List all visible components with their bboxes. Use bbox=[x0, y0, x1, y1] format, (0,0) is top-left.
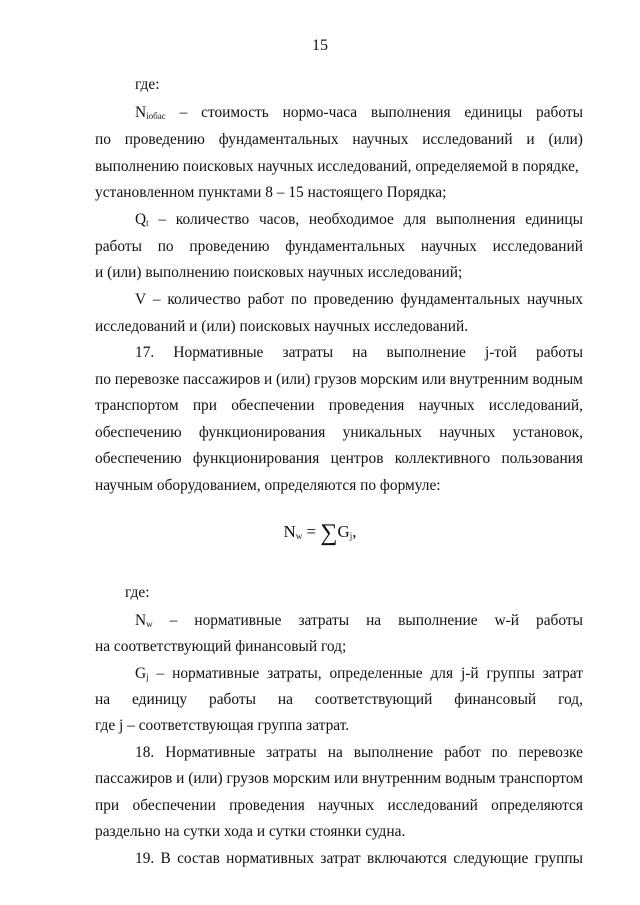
p17-line-3 bbox=[95, 397, 583, 415]
gj-def-line-1 bbox=[135, 665, 583, 686]
word: единицы bbox=[525, 211, 583, 228]
word: (или) bbox=[276, 371, 311, 388]
word: следующие bbox=[453, 850, 529, 867]
n-def-line-3: выполнению поисковых научных исследований, определяемой в порядке, bbox=[95, 158, 579, 175]
word: для bbox=[430, 665, 454, 682]
word: по bbox=[290, 291, 307, 308]
word: – bbox=[179, 104, 188, 121]
word: и bbox=[263, 371, 273, 388]
nw-def-line-1 bbox=[135, 612, 583, 633]
sum-sign: ∑ bbox=[320, 520, 338, 546]
word: работы bbox=[536, 104, 583, 121]
word: на bbox=[366, 612, 382, 629]
word: научных bbox=[318, 797, 375, 814]
word: исследований, bbox=[488, 397, 583, 414]
q-def-line-3: и (или) выполнению поисковых научных исследований; bbox=[95, 264, 463, 281]
formula-tail: , bbox=[352, 522, 357, 541]
word: научных bbox=[527, 291, 583, 308]
word: проведению bbox=[313, 291, 394, 308]
word: внутренним bbox=[449, 371, 529, 388]
math-symbol bbox=[135, 665, 149, 686]
word: грузов bbox=[226, 770, 269, 787]
word: затраты bbox=[282, 344, 334, 361]
p17-line-6: научным оборудованием, определяются по формуле: bbox=[95, 477, 441, 494]
p17-line-4 bbox=[95, 424, 583, 442]
word: работы bbox=[536, 344, 583, 361]
word: функционирования bbox=[192, 450, 320, 467]
n-def-line-2 bbox=[95, 131, 583, 149]
word: проведения bbox=[229, 797, 305, 814]
word: V bbox=[135, 291, 147, 308]
word: при bbox=[95, 797, 120, 814]
word: перевозке bbox=[114, 371, 180, 388]
word: включаются bbox=[366, 850, 447, 867]
word: нормативные bbox=[194, 612, 282, 629]
word: определяются bbox=[491, 797, 583, 814]
word: исследований bbox=[492, 238, 583, 255]
word: затраты, bbox=[267, 665, 322, 682]
word: по bbox=[95, 371, 111, 388]
word: грузов bbox=[314, 371, 357, 388]
word: группы bbox=[486, 665, 535, 682]
word: по bbox=[95, 131, 111, 148]
word: Нормативные bbox=[173, 344, 264, 361]
word: на bbox=[327, 744, 343, 761]
word: работы bbox=[536, 612, 583, 629]
symbol-letter: Q bbox=[135, 211, 147, 228]
word: морским bbox=[272, 770, 331, 787]
math-symbol bbox=[135, 612, 153, 633]
word: – bbox=[158, 211, 167, 228]
q-def-line-1 bbox=[135, 211, 583, 232]
word: коллективного bbox=[394, 450, 491, 467]
word: и bbox=[526, 131, 535, 148]
word: фундаментальных bbox=[400, 291, 521, 308]
word: для bbox=[403, 211, 427, 228]
word: год, bbox=[558, 691, 583, 708]
word: транспортом bbox=[95, 397, 179, 414]
p18-line-1 bbox=[135, 744, 583, 762]
word: проведения bbox=[328, 397, 405, 414]
v-def-line-2: исследований и (или) поисковых научных исследований. bbox=[95, 318, 469, 335]
word: исследований bbox=[422, 131, 513, 148]
where-label-2: где: bbox=[125, 584, 150, 601]
word: 19. bbox=[135, 850, 155, 867]
n-def-line-4: установленном пунктами 8 – 15 настоящего Порядка; bbox=[95, 184, 447, 201]
word: водным bbox=[444, 770, 496, 787]
word: центров bbox=[330, 450, 384, 467]
word: работы bbox=[95, 238, 142, 255]
symbol-subscript: iобас bbox=[146, 111, 166, 121]
formula-lhs-sub: w bbox=[295, 531, 303, 541]
p18-line-3 bbox=[95, 797, 583, 815]
word: функционирования bbox=[198, 424, 326, 441]
symbol-subscript: t bbox=[146, 218, 149, 228]
word: нормативные bbox=[172, 665, 260, 682]
word: научных bbox=[420, 238, 477, 255]
word: на bbox=[352, 344, 368, 361]
word: часов, bbox=[258, 211, 300, 228]
word: (или) bbox=[548, 131, 583, 148]
q-def-line-2 bbox=[95, 238, 583, 256]
word: транспортом bbox=[499, 770, 583, 787]
word: научных bbox=[439, 424, 496, 441]
symbol-subscript: j bbox=[146, 672, 149, 682]
word: единицы bbox=[464, 104, 523, 121]
word: морским bbox=[360, 371, 418, 388]
word: работ bbox=[444, 744, 481, 761]
page-number: 15 bbox=[312, 37, 328, 54]
word: уникальных bbox=[342, 424, 423, 441]
word: пассажиров bbox=[182, 371, 261, 388]
word: (или) bbox=[188, 770, 223, 787]
word: проведению bbox=[124, 131, 205, 148]
word: выполнение bbox=[398, 612, 478, 629]
p18-line-2 bbox=[95, 770, 583, 788]
word: Нормативные bbox=[165, 744, 256, 761]
word: или bbox=[421, 371, 446, 388]
word: и bbox=[176, 770, 185, 787]
word: или bbox=[334, 770, 359, 787]
word: проведению bbox=[189, 238, 270, 255]
where-label-1: где: bbox=[135, 76, 160, 93]
word: затрат bbox=[542, 665, 583, 682]
word: группы bbox=[534, 850, 583, 867]
formula bbox=[0, 520, 640, 547]
word: работ bbox=[247, 291, 285, 308]
n-def-line-1 bbox=[135, 104, 583, 125]
p19-line-1 bbox=[135, 850, 583, 868]
word: 17. bbox=[135, 344, 155, 361]
word: j-той bbox=[485, 344, 517, 361]
word: затраты bbox=[298, 612, 350, 629]
word: пользования bbox=[501, 450, 583, 467]
gj-def-line-2 bbox=[95, 691, 583, 709]
word: выполнения bbox=[370, 104, 451, 121]
word: финансовый bbox=[454, 691, 537, 708]
p18-line-4: раздельно на сутки хода и сутки стоянки судна. bbox=[95, 823, 406, 840]
word: обеспечению bbox=[95, 450, 182, 467]
symbol-letter: N bbox=[135, 104, 147, 121]
word: исследований bbox=[387, 797, 478, 814]
word: количество bbox=[175, 211, 250, 228]
math-symbol bbox=[135, 104, 166, 125]
word: научных bbox=[352, 131, 409, 148]
word: по bbox=[157, 238, 174, 255]
word: фундаментальных bbox=[285, 238, 406, 255]
word: количество bbox=[167, 291, 241, 308]
math-symbol bbox=[135, 211, 149, 232]
word: j-й bbox=[460, 665, 479, 682]
word: на bbox=[277, 691, 293, 708]
word: w-й bbox=[494, 612, 520, 629]
word: перевозке bbox=[518, 744, 583, 761]
word: водным bbox=[532, 371, 583, 388]
word: на bbox=[95, 691, 111, 708]
p17-line-2 bbox=[95, 371, 583, 389]
word: 18. bbox=[135, 744, 155, 761]
nw-def-line-2: на соответствующий финансовый год; bbox=[95, 638, 347, 655]
word: – bbox=[169, 612, 178, 629]
word: при bbox=[192, 397, 217, 414]
word: затрат bbox=[320, 850, 361, 867]
gj-def-line-3: где j – соответствующая группа затрат. bbox=[95, 717, 350, 734]
word: выполнение bbox=[386, 344, 466, 361]
word: – bbox=[156, 665, 165, 682]
word: обеспечении bbox=[231, 397, 315, 414]
symbol-letter: G bbox=[135, 665, 147, 682]
word: В bbox=[160, 850, 171, 867]
word: – bbox=[152, 291, 161, 308]
formula-eq: = bbox=[306, 522, 317, 541]
word: обеспечению bbox=[95, 424, 182, 441]
v-def-line-1 bbox=[135, 291, 583, 309]
word: нормо-часа bbox=[282, 104, 358, 121]
symbol-letter: N bbox=[135, 612, 147, 629]
word: стоимость bbox=[201, 104, 269, 121]
word: выполнение bbox=[353, 744, 434, 761]
formula-rhs: G bbox=[337, 522, 350, 541]
word: обеспечении bbox=[132, 797, 216, 814]
symbol-subscript: w bbox=[146, 619, 153, 629]
word: пассажиров bbox=[95, 770, 173, 787]
p17-line-5 bbox=[95, 450, 583, 468]
word: необходимое bbox=[308, 211, 394, 228]
word: состав bbox=[177, 850, 220, 867]
word: внутренним bbox=[362, 770, 442, 787]
p17-line-1 bbox=[135, 344, 583, 362]
word: соответствующий bbox=[314, 691, 433, 708]
word: фундаментальных bbox=[218, 131, 339, 148]
word: по bbox=[491, 744, 508, 761]
word: научных bbox=[418, 397, 475, 414]
formula-rhs-sub: j bbox=[349, 531, 353, 541]
word: единицу bbox=[132, 691, 188, 708]
word: работы bbox=[209, 691, 256, 708]
word: выполнения bbox=[435, 211, 516, 228]
word: затраты bbox=[266, 744, 317, 761]
formula-lhs: N bbox=[283, 522, 296, 541]
word: нормативных bbox=[226, 850, 315, 867]
word: определенные bbox=[329, 665, 423, 682]
word: установок, bbox=[512, 424, 583, 441]
